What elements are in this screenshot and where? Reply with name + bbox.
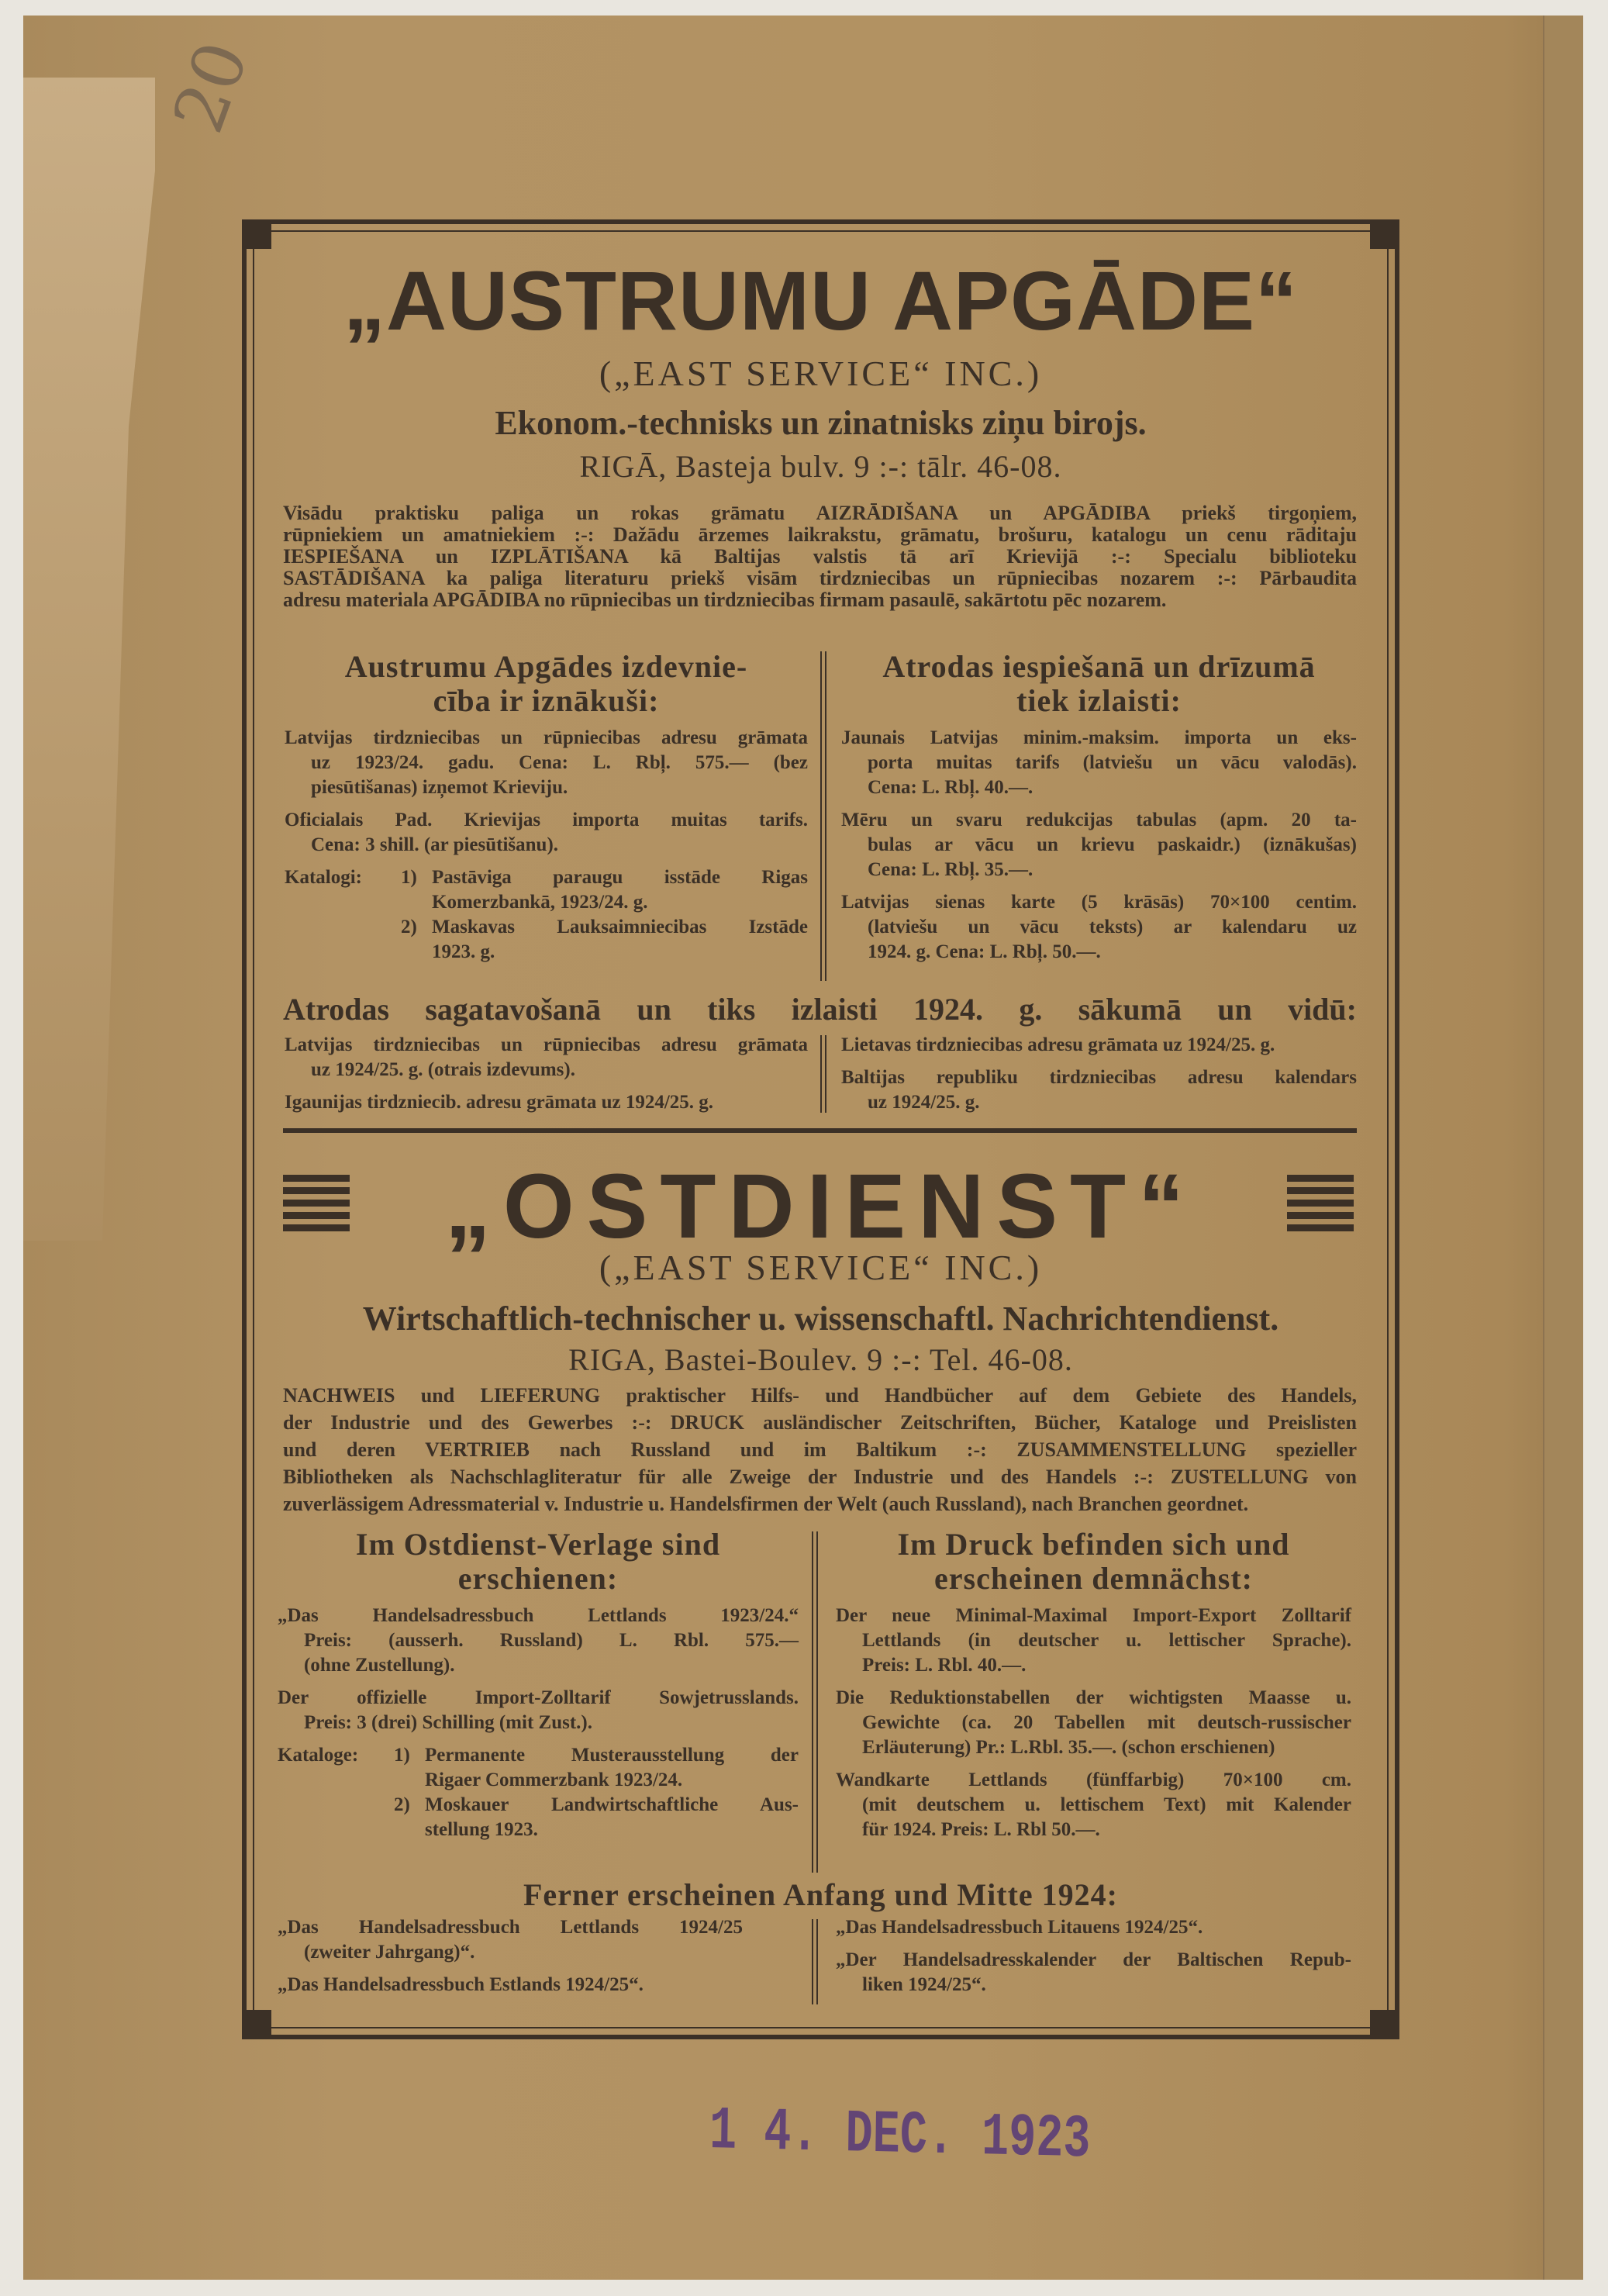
intro-line: zuverlässigem Adressmaterial v. Industrie u. Handelsfirmen der Welt (auch Russland), nach Branchen geordnet.: [283, 1493, 1249, 1515]
corner-ornament: [1370, 223, 1396, 249]
text-line: Moskauer Landwirtschaftliche Aus-: [425, 1794, 799, 1815]
column-heading: [278, 1528, 799, 1596]
intro-line: rūpniekiem un amatniekiem :-: Dažādu ārzemes laikrakstu, grāmatu, brošuru, katalogu un cenu rāditaju: [283, 523, 1357, 546]
list-item: [841, 1033, 1357, 1058]
text-line: „Das Handelsadressbuch Lettlands 1923/24.“: [278, 1605, 799, 1626]
text-line: Lettlands (in deutscher u. lettischer Sprache).: [862, 1630, 1351, 1651]
text-line: Preis: L. Rbl. 40.—.: [862, 1655, 1027, 1676]
austrumu-in-print-column: [841, 650, 1357, 972]
catalog-number: 2): [401, 917, 417, 937]
list-item: [841, 808, 1357, 882]
column-divider: [820, 1035, 826, 1113]
catalog-list: [278, 1743, 799, 1842]
text-line: 1923. g.: [432, 941, 495, 962]
catalog-entry: [278, 1793, 799, 1842]
ostdienst-upcoming-left: [278, 1915, 743, 2005]
list-item: [836, 1948, 1351, 1997]
catalog-number: 1): [401, 867, 417, 888]
catalog-text: [432, 915, 808, 965]
catalog-entry: [278, 1743, 799, 1793]
ostdienst-title: „OSTDIENST“: [444, 1155, 1197, 1258]
intro-line: adresu materiala APGĀDIBA no rūpniecibas un tirdzniecibas firmam pasaulē, sakārtotu pēc nozarem.: [283, 589, 1167, 611]
text-line: (latviešu un vācu teksts) ar kalendaru uz: [868, 917, 1357, 937]
ostdienst-upcoming-right: [836, 1915, 1351, 2005]
austrumu-upcoming-heading: Atrodas sagatavošanā un tiks izlaisti 1924. g. sākumā un vidū:: [283, 992, 1357, 1027]
list-item: [285, 808, 808, 858]
text-line: Die Reduktionstabellen der wichtigsten Maasse u.: [836, 1687, 1351, 1708]
catalog-label: [285, 915, 401, 965]
heading-line: Atrodas iespiešanā un drīzumā: [882, 649, 1316, 684]
text-line: uz 1924/25. g. (otrais izdevums).: [311, 1059, 575, 1080]
austrumu-published-column: [285, 650, 808, 972]
intro-line: IESPIEŠANA un IZPLĀTIŠANA kā Baltijas valstis tā arī Krievijā :-: Specialu biblioteku: [283, 545, 1357, 568]
ostdienst-in-print-column: [836, 1528, 1351, 1850]
intro-line: und deren VERTRIEB nach Russland und im Baltikum :-: ZUSAMMENSTELLUNG spezieller: [283, 1438, 1357, 1461]
column-divider: [812, 1919, 818, 2004]
column-divider: [812, 1531, 818, 1873]
text-line: Igaunijas tirdzniecib. adresu grāmata uz 1924/25. g.: [285, 1092, 714, 1113]
text-line: Gewichte (ca. 20 Tabellen mit deutsch-russischer: [862, 1712, 1351, 1733]
catalog-number: 2): [394, 1794, 410, 1815]
corner-ornament: [1370, 2010, 1396, 2036]
text-line: Rigaer Commerzbank 1923/24.: [425, 1769, 683, 1790]
intro-line: NACHWEIS und LIEFERUNG praktischer Hilfs- und Handbücher auf dem Gebiete des Handels,: [283, 1384, 1357, 1407]
ostdienst-intro: [283, 1382, 1357, 1517]
text-line: Jaunais Latvijas minim.-maksim. importa un eks-: [841, 727, 1357, 748]
intro-line: der Industrie und des Gewerbes :-: DRUCK ausländischer Zeitschriften, Bücher, Kataloge und Preislisten: [283, 1411, 1357, 1434]
text-line: Cena: L. Rbļ. 35.—.: [868, 859, 1033, 880]
austrumu-address: RIGĀ, Basteja bulv. 9 :-: tālr. 46-08.: [579, 449, 1062, 484]
list-item: [836, 1915, 1351, 1940]
paper-edge: [1543, 16, 1583, 2280]
heading-line: Im Druck befinden sich und: [897, 1527, 1290, 1562]
austrumu-upcoming-left: [285, 1033, 808, 1123]
catalog-text: [425, 1793, 799, 1842]
text-line: Pastāviga paraugu isstāde Rigas: [432, 867, 808, 888]
pencil-note: 20: [157, 31, 265, 143]
text-line: Wandkarte Lettlands (fünffarbig) 70×100 cm.: [836, 1769, 1351, 1790]
heading-line: tiek izlaisti:: [1016, 683, 1182, 718]
austrumu-tagline: Ekonom.-technisks un zinatnisks ziņu birojs.: [495, 404, 1147, 442]
ostdienst-upcoming-heading: Ferner erscheinen Anfang und Mitte 1924:: [523, 1877, 1118, 1912]
heading-line: erscheinen demnächst:: [934, 1561, 1253, 1596]
text-line: Mēru un svaru redukcijas tabulas (apm. 20 ta-: [841, 810, 1357, 830]
text-line: „Das Handelsadressbuch Litauens 1924/25“.: [836, 1917, 1203, 1938]
catalog-entry: [285, 915, 808, 965]
heading-line: cība ir iznākuši:: [433, 683, 660, 718]
catalog-label: [278, 1793, 394, 1842]
date-stamp: 1 4. DEC. 1923: [709, 2097, 1091, 2175]
heading-line: Im Ostdienst-Verlage sind: [355, 1527, 721, 1562]
list-item: [841, 890, 1357, 965]
text-line: (ohne Zustellung).: [304, 1655, 455, 1676]
austrumu-intro: [283, 502, 1357, 611]
text-line: stellung 1923.: [425, 1819, 538, 1840]
text-line: Cena: L. Rbļ. 40.—.: [868, 777, 1033, 798]
column-divider: [820, 651, 826, 981]
intro-line: Visādu praktisku paliga un rokas grāmatu AIZRĀDIŠANA un APGĀDIBA priekš tirgoņiem,: [283, 502, 1357, 524]
text-line: uz 1924/25. g.: [868, 1092, 980, 1113]
list-item: [841, 726, 1357, 800]
heading-line: erschienen:: [457, 1561, 619, 1596]
catalog-number: 1): [394, 1745, 410, 1766]
list-item: [278, 1686, 799, 1735]
list-item: [836, 1768, 1351, 1842]
catalog-text: [432, 865, 808, 915]
list-item: [285, 726, 808, 800]
list-item: [285, 1090, 808, 1115]
text-line: Maskavas Lauksaimniecibas Izstāde: [432, 917, 808, 937]
corner-ornament: [245, 2010, 271, 2036]
text-line: Der offizielle Import-Zolltarif Sowjetrusslands.: [278, 1687, 799, 1708]
column-heading: [836, 1528, 1351, 1596]
text-line: bulas ar vācu un krievu paskaidr.) (iznākušas): [868, 834, 1357, 855]
catalog-label: Katalogi:: [285, 867, 362, 888]
catalog-text: [425, 1743, 799, 1793]
austrumu-title: „AUSTRUMU APGĀDE“: [343, 254, 1298, 347]
austrumu-subtitle: („EAST SERVICE“ INC.): [599, 354, 1043, 393]
column-heading: [285, 650, 808, 718]
list-item: [278, 1915, 743, 1965]
text-line: „Das Handelsadressbuch Estlands 1924/25“.: [278, 1974, 644, 1995]
text-line: porta muitas tarifs (latviešu un vācu valodās).: [868, 752, 1357, 773]
text-line: (zweiter Jahrgang)“.: [304, 1942, 475, 1963]
catalog-entry: [285, 865, 808, 915]
text-line: Preis: 3 (drei) Schilling (mit Zust.).: [304, 1712, 592, 1733]
intro-line: SASTĀDIŠANA ka paliga literaturu priekš visām tirdzniecibas un rūpniecibas nozarem :-: Pārbaudita: [283, 567, 1357, 589]
austrumu-upcoming-right: [841, 1033, 1357, 1123]
section-rule: [283, 1128, 1357, 1133]
list-item: [836, 1604, 1351, 1678]
text-line: Oficialais Pad. Krievijas importa muitas tarifs.: [285, 810, 808, 830]
text-line: Cena: 3 shill. (ar piesūtišanu).: [311, 834, 559, 855]
text-line: Erläuterung) Pr.: L.Rbl. 35.—. (schon erschienen): [862, 1737, 1275, 1758]
text-line: Latvijas sienas karte (5 krāsās) 70×100 centim.: [841, 892, 1357, 913]
text-line: 1924. g. Cena: L. Rbļ. 50.—.: [868, 941, 1101, 962]
list-item: [285, 1033, 808, 1082]
intro-line: Bibliotheken als Nachschlagliteratur für alle Zweige der Industrie und des Handels :-: ZUSTELLUNG von: [283, 1466, 1357, 1488]
text-line: piesūtišanas) izņemot Krieviju.: [311, 777, 568, 798]
text-line: uz 1923/24. gadu. Cena: L. Rbļ. 575.— (bez: [311, 752, 808, 773]
text-line: Der neue Minimal-Maximal Import-Export Zolltarif: [836, 1605, 1351, 1626]
text-line: „Das Handelsadressbuch Lettlands 1924/25: [278, 1917, 743, 1938]
text-line: (mit deutschem u. lettischem Text) mit Kalender: [862, 1794, 1351, 1815]
text-line: Latvijas tirdzniecibas un rūpniecibas adresu grāmata: [285, 1034, 808, 1055]
ostdienst-subtitle: („EAST SERVICE“ INC.): [599, 1248, 1043, 1287]
column-heading: [841, 650, 1357, 718]
list-item: [841, 1065, 1357, 1115]
heading-line: Austrumu Apgādes izdevnie-: [344, 649, 748, 684]
text-line: „Der Handelsadresskalender der Baltischen Repub-: [836, 1949, 1351, 1970]
text-line: Komerzbankā, 1923/24. g.: [432, 892, 648, 913]
text-line: liken 1924/25“.: [862, 1974, 986, 1995]
list-item: [278, 1973, 743, 1997]
list-item: [278, 1604, 799, 1678]
list-item: [836, 1686, 1351, 1760]
text-line: Latvijas tirdzniecibas un rūpniecibas adresu grāmata: [285, 727, 808, 748]
text-line: Baltijas republiku tirdzniecibas adresu kalendars: [841, 1067, 1357, 1088]
ostdienst-tagline: Wirtschaftlich-technischer u. wissenschaftl. Nachrichtendienst.: [362, 1300, 1279, 1338]
text-line: für 1924. Preis: L. Rbl 50.—.: [862, 1819, 1100, 1840]
text-line: Preis: (ausserh. Russland) L. Rbl. 575.—: [304, 1630, 799, 1651]
catalog-label: Kataloge:: [278, 1745, 359, 1766]
corner-ornament: [245, 223, 271, 249]
text-line: Permanente Musterausstellung der: [425, 1745, 799, 1766]
catalog-list: [285, 865, 808, 965]
text-line: Lietavas tirdzniecibas adresu grāmata uz 1924/25. g.: [841, 1034, 1275, 1055]
ostdienst-address: RIGA, Bastei-Boulev. 9 :-: Tel. 46-08.: [568, 1342, 1073, 1377]
ostdienst-published-column: [278, 1528, 799, 1850]
